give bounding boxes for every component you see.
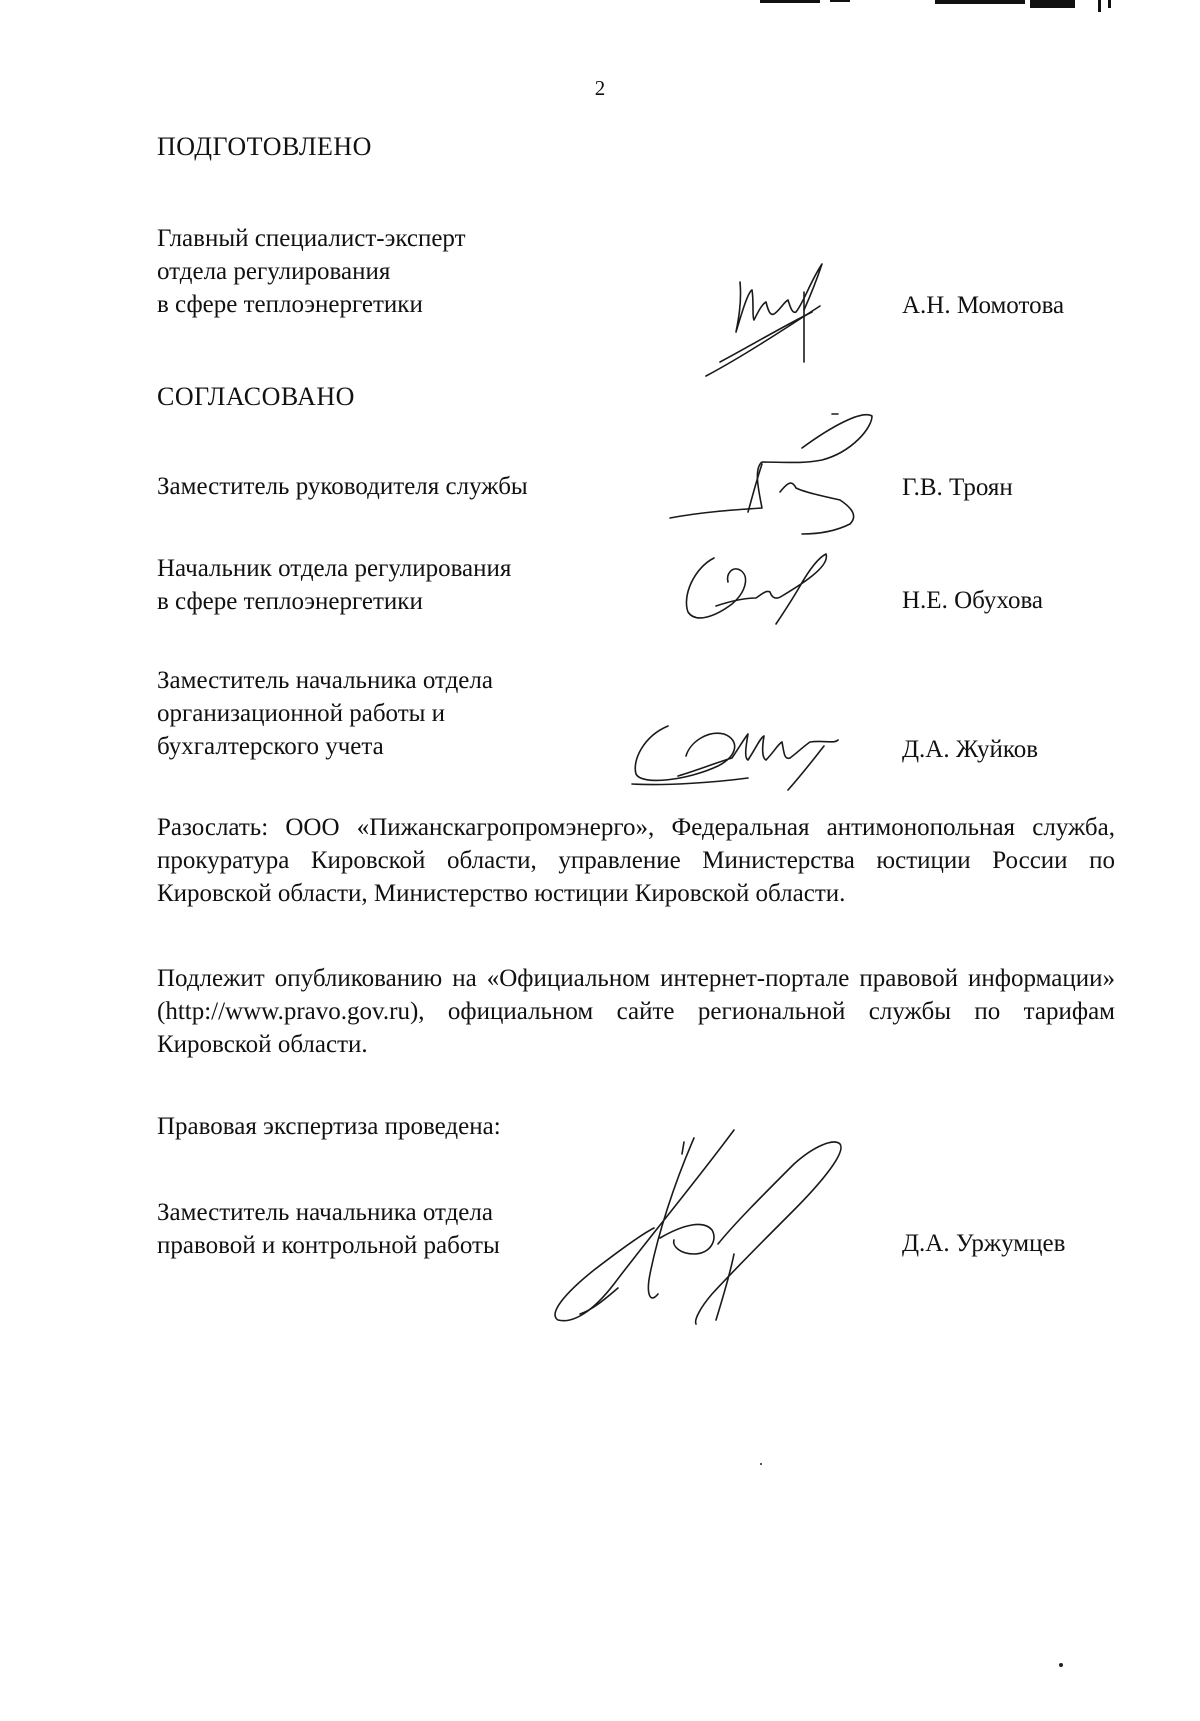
distribution-paragraph: Разослать: ООО «Пижанскагропромэнерго», Федеральная антимонопольная служба, прокуратура Кировской области, управление Министерства юстиции России по Кировской области, Министерство юстиции Кировской области.	[157, 814, 1115, 907]
legal-review-name: Д.А. Уржумцев	[902, 1230, 1066, 1257]
approver-role-1: Заместитель руководителя службы	[157, 473, 528, 500]
prepared-role: Главный специалист-эксперт отдела регулирования в сфере теплоэнергетики	[157, 225, 466, 318]
approver-name-2: Н.Е. Обухова	[902, 587, 1044, 614]
approver-role-3: Заместитель начальника отдела организационной работы и бухгалтерского учета	[157, 667, 493, 760]
publication-paragraph: Подлежит опубликованию на «Официальном интернет-портале правовой информации» (http://www.pravo.gov.ru), официальном сайте региональной службы по тарифам Кировской области.	[157, 965, 1115, 1058]
legal-review-heading: Правовая экспертиза проведена:	[157, 1113, 501, 1140]
signature-momotova	[700, 262, 850, 382]
scan-artifact	[830, 0, 850, 2]
scan-artifact	[760, 0, 820, 3]
approver-role-2: Начальник отдела регулирования в сфере теплоэнергетики	[157, 555, 512, 615]
signature-zhuikov	[628, 712, 848, 792]
approver-name-3: Д.А. Жуйков	[902, 736, 1039, 763]
approved-heading: СОГЛАСОВАНО	[157, 382, 355, 411]
scan-artifact	[1108, 0, 1111, 8]
scan-dot	[1059, 1663, 1063, 1667]
signature-obukhova	[676, 546, 836, 626]
approver-name-1: Г.В. Троян	[902, 474, 1013, 501]
scan-artifact	[1098, 0, 1101, 12]
scan-artifact	[1030, 0, 1075, 8]
prepared-name: А.Н. Момотова	[902, 292, 1065, 319]
prepared-heading: ПОДГОТОВЛЕНО	[157, 132, 372, 161]
signature-urzhumtsev	[534, 1124, 894, 1334]
legal-review-role: Заместитель начальника отдела правовой и контрольной работы	[157, 1199, 500, 1259]
page-number: 2	[594, 76, 606, 100]
scan-artifact	[935, 0, 1025, 4]
scan-dot	[760, 1463, 762, 1465]
signature-troyan	[662, 408, 882, 538]
